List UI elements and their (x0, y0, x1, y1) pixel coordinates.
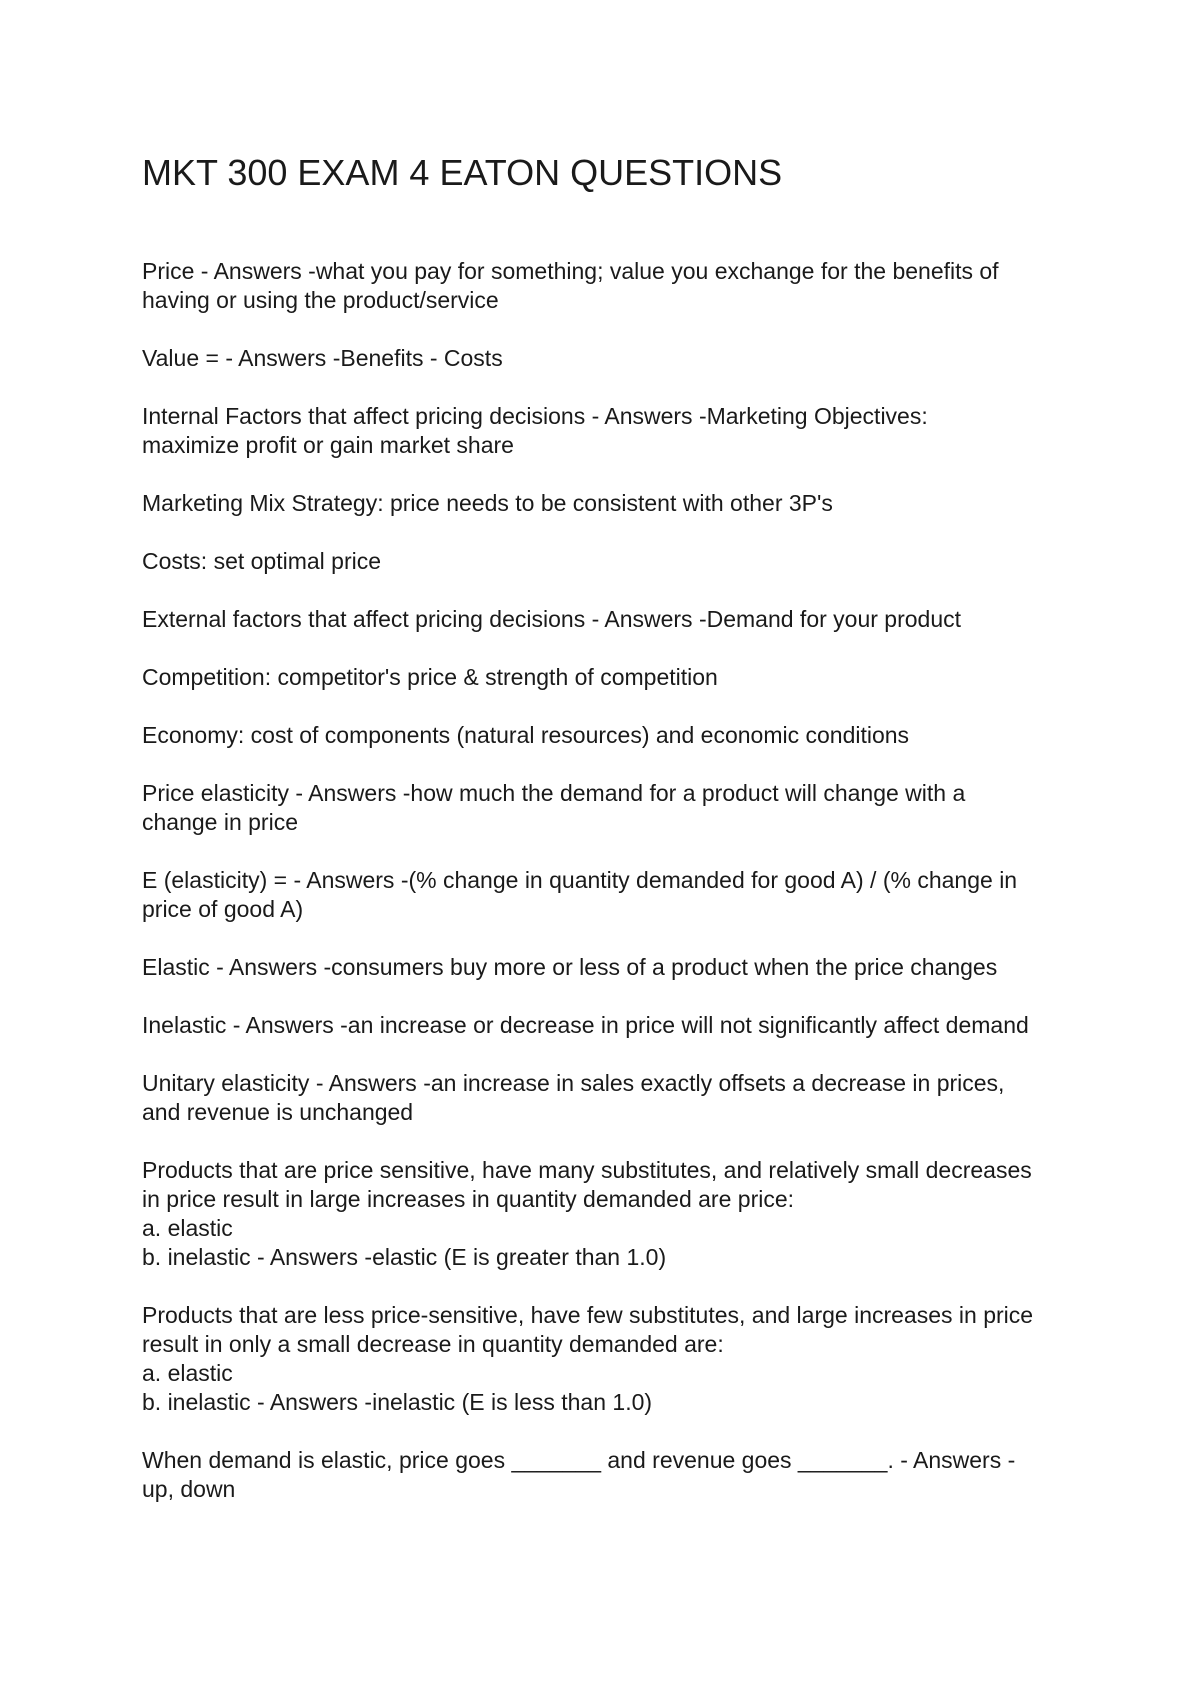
qa-item-external-factors (142, 605, 1082, 634)
qa-line: and revenue is unchanged (142, 1099, 414, 1125)
qa-line: Costs: set optimal price (142, 548, 382, 574)
qa-line: in price result in large increases in quantity demanded are price: (142, 1186, 795, 1212)
qa-item-elastic-demand-revenue (142, 1446, 1082, 1504)
qa-line: price of good A) (142, 896, 304, 922)
qa-line: When demand is elastic, price goes _______ and revenue goes _______. - Answers - (142, 1447, 1016, 1473)
qa-line: E (elasticity) = - Answers -(% change in quantity demanded for good A) / (% change in (142, 867, 1018, 893)
qa-line: External factors that affect pricing decisions - Answers -Demand for your product (142, 606, 962, 632)
qa-item-price (142, 257, 1082, 315)
qa-list (142, 257, 1082, 1533)
qa-item-value (142, 344, 1082, 373)
qa-line: having or using the product/service (142, 287, 499, 313)
qa-line: Inelastic - Answers -an increase or decrease in price will not significantly affect demand (142, 1012, 1029, 1038)
qa-line: Competition: competitor's price & strength of competition (142, 664, 718, 690)
qa-item-economy (142, 721, 1082, 750)
qa-line: Economy: cost of components (natural resources) and economic conditions (142, 722, 910, 748)
qa-line: Price - Answers -what you pay for something; value you exchange for the benefits of (142, 258, 999, 284)
qa-line: result in only a small decrease in quantity demanded are: (142, 1331, 724, 1357)
qa-line: Price elasticity - Answers -how much the demand for a product will change with a (142, 780, 966, 806)
qa-item-price-elasticity (142, 779, 1082, 837)
qa-line: b. inelastic - Answers -elastic (E is greater than 1.0) (142, 1244, 667, 1270)
qa-line: a. elastic (142, 1360, 233, 1386)
qa-item-competition (142, 663, 1082, 692)
qa-item-price-sensitive-products (142, 1156, 1082, 1272)
document-title: MKT 300 EXAM 4 EATON QUESTIONS (142, 152, 783, 193)
qa-line: up, down (142, 1476, 236, 1502)
qa-line: Value = - Answers -Benefits - Costs (142, 345, 503, 371)
qa-item-inelastic (142, 1011, 1082, 1040)
qa-item-elasticity-formula (142, 866, 1082, 924)
qa-item-marketing-mix (142, 489, 1082, 518)
qa-line: Internal Factors that affect pricing decisions - Answers -Marketing Objectives: (142, 403, 928, 429)
qa-line: b. inelastic - Answers -inelastic (E is less than 1.0) (142, 1389, 653, 1415)
qa-line: change in price (142, 809, 298, 835)
qa-item-less-price-sensitive-products (142, 1301, 1082, 1417)
qa-item-elastic (142, 953, 1082, 982)
qa-item-internal-factors (142, 402, 1082, 460)
qa-line: Unitary elasticity - Answers -an increase in sales exactly offsets a decrease in prices, (142, 1070, 1005, 1096)
qa-line: a. elastic (142, 1215, 233, 1241)
qa-item-unitary-elasticity (142, 1069, 1082, 1127)
qa-line: Elastic - Answers -consumers buy more or less of a product when the price changes (142, 954, 998, 980)
qa-line: Products that are less price-sensitive, have few substitutes, and large increases in price (142, 1302, 1034, 1328)
qa-item-costs (142, 547, 1082, 576)
qa-line: Products that are price sensitive, have many substitutes, and relatively small decreases (142, 1157, 1032, 1183)
qa-line: maximize profit or gain market share (142, 432, 514, 458)
qa-line: Marketing Mix Strategy: price needs to be consistent with other 3P's (142, 490, 833, 516)
